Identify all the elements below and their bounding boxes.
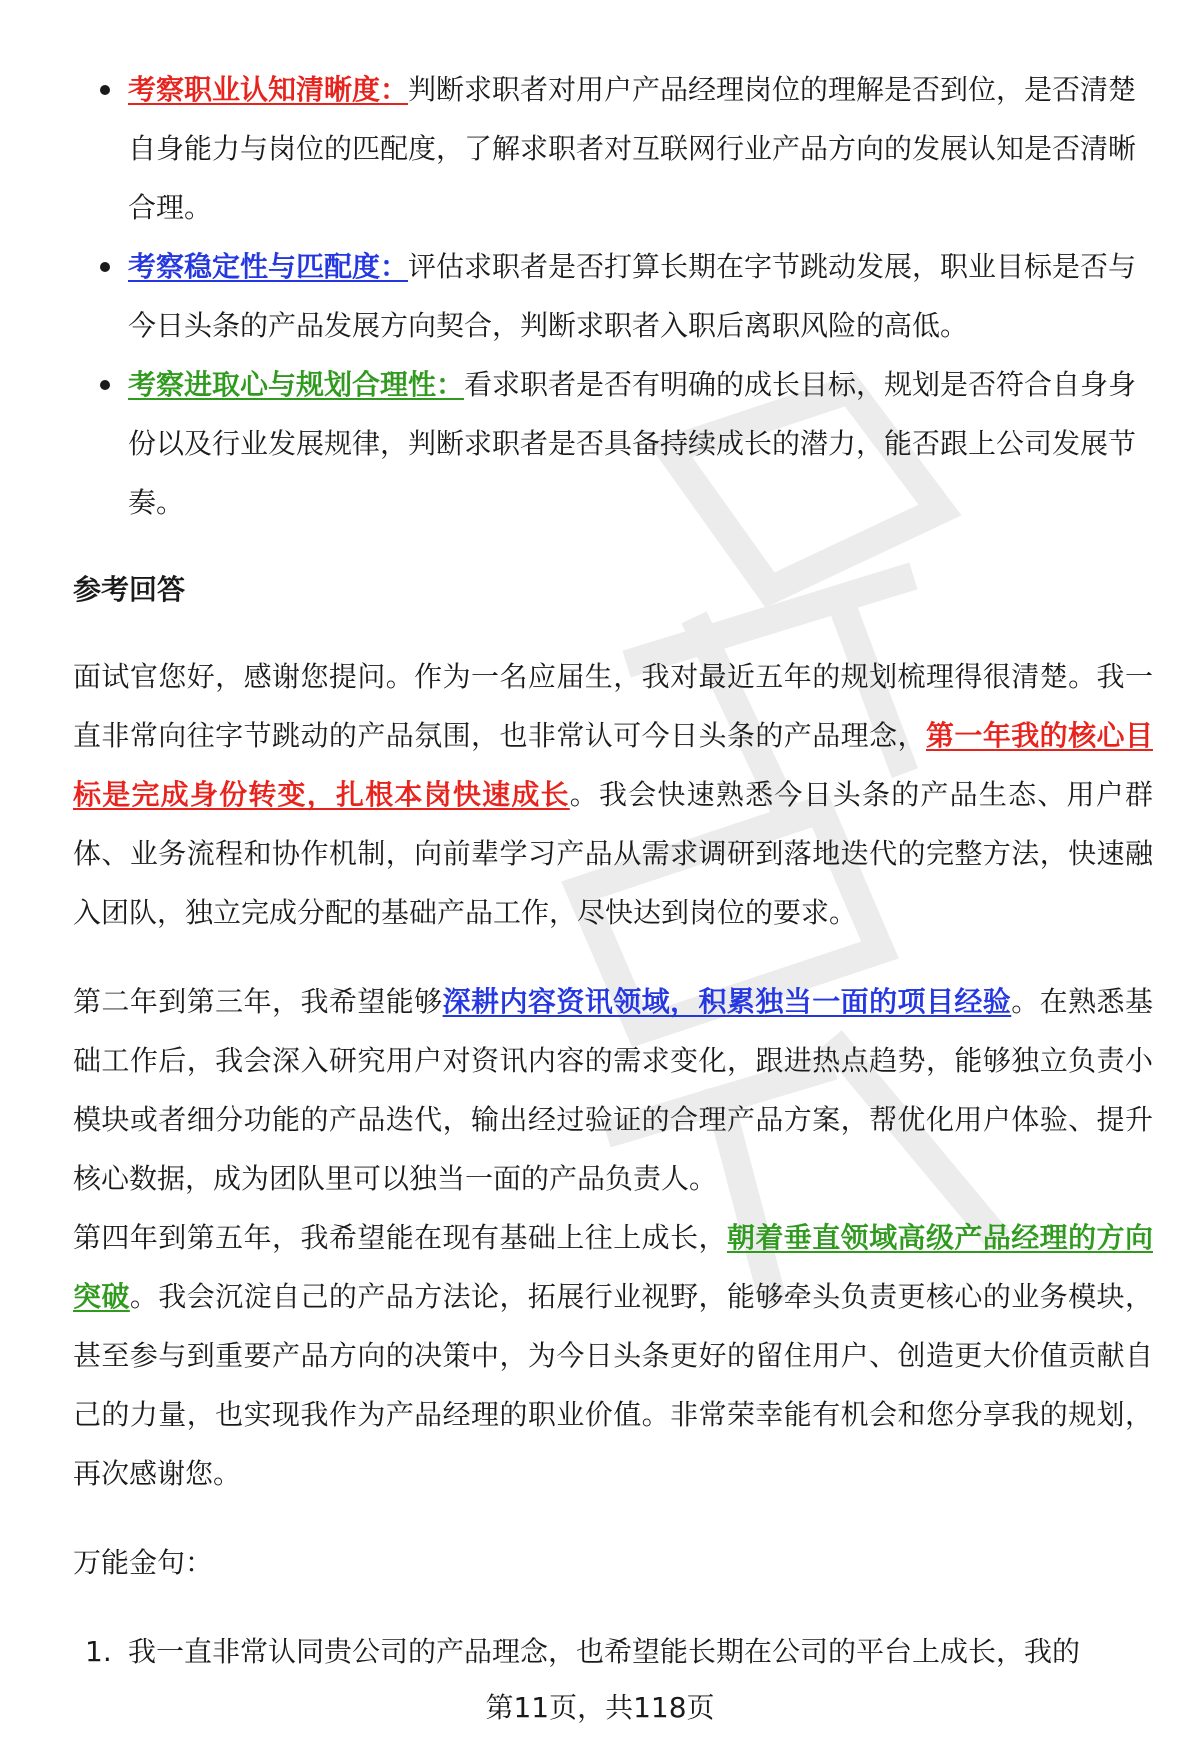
document-page <box>73 60 1153 1681</box>
golden-phrase-text: 我一直非常认同贵公司的产品理念，也希望能长期在公司的平台上成长，我的 <box>128 1635 1081 1668</box>
paragraph-1-text-before: 面试官您好，感谢您提问。作为一名应届生，我对最近五年的规划梳理得很清楚。我一直非常向往字节跳动的产品氛围，也非常认可今日头条的产品理念， <box>73 660 1153 752</box>
golden-phrases-heading: 万能金句： <box>73 1546 214 1579</box>
bullet-title-ambition: 考察进取心与规划合理性： <box>128 368 465 401</box>
bullet-text-ambition: 看求职者是否有明确的成长目标，规划是否符合自身身份以及行业发展规律，判断求职者是否具备持续成长的潜力，能否跟上公司发展节奏。 <box>128 368 1137 519</box>
reference-answer-heading: 参考回答 <box>73 573 186 606</box>
bullet-item-ambition <box>73 355 1153 532</box>
bullet-item-cognition <box>73 60 1153 237</box>
reference-paragraph-1 <box>73 647 1153 942</box>
reference-paragraph-3 <box>73 1208 1153 1503</box>
paragraph-3-text-before: 第四年到第五年，我希望能在现有基础上往上成长， <box>73 1221 727 1254</box>
bullet-title-stability: 考察稳定性与匹配度： <box>128 250 409 283</box>
paragraph-2-text-after: 。在熟悉基础工作后，我会深入研究用户对资讯内容的需求变化，跟进热点趋势，能够独立负责小模块或者细分功能的产品迭代，输出经过验证的合理产品方案，帮优化用户体验、提升核心数据，成为团队里可以独当一面的产品负责人。 <box>73 985 1153 1195</box>
golden-phrase-number: 1. <box>85 1635 112 1668</box>
assessment-bullet-list <box>73 60 1153 532</box>
paragraph-1-text-after: 。我会快速熟悉今日头条的产品生态、用户群体、业务流程和协作机制，向前辈学习产品从需求调研到落地迭代的完整方法，快速融入团队，独立完成分配的基础产品工作，尽快达到岗位的要求。 <box>73 778 1153 929</box>
bullet-dot-icon <box>100 85 110 95</box>
golden-phrases-list <box>73 1622 1153 1681</box>
page-number-footer: 第11页，共118页 <box>485 1691 715 1724</box>
paragraph-2-highlight: 深耕内容资讯领域，积累独当一面的项目经验 <box>442 985 1012 1018</box>
reference-paragraph-2 <box>73 972 1153 1208</box>
golden-phrase-item <box>73 1622 1153 1681</box>
bullet-dot-icon <box>100 380 110 390</box>
bullet-dot-icon <box>100 262 110 272</box>
paragraph-1-highlight: 第一年我的核心目标是完成身份转变，扎根本岗快速成长 <box>73 719 1153 811</box>
paragraph-2-text-before: 第二年到第三年，我希望能够 <box>73 985 443 1018</box>
bullet-text-cognition: 判断求职者对用户产品经理岗位的理解是否到位，是否清楚自身能力与岗位的匹配度，了解求职者对互联网行业产品方向的发展认知是否清晰合理。 <box>128 73 1137 224</box>
bullet-item-stability <box>73 237 1153 355</box>
bullet-title-cognition: 考察职业认知清晰度： <box>128 73 409 106</box>
bullet-text-stability: 评估求职者是否打算长期在字节跳动发展，职业目标是否与今日头条的产品发展方向契合，判断求职者入职后离职风险的高低。 <box>128 250 1137 342</box>
paragraph-3-highlight: 朝着垂直领域高级产品经理的方向突破 <box>73 1221 1153 1313</box>
paragraph-3-text-after: 。我会沉淀自己的产品方法论，拓展行业视野，能够牵头负责更核心的业务模块，甚至参与到重要产品方向的决策中，为今日头条更好的留住用户、创造更大价值贡献自己的力量，也实现我作为产品经理的职业价值。非常荣幸能有机会和您分享我的规划，再次感谢您。 <box>73 1280 1153 1490</box>
